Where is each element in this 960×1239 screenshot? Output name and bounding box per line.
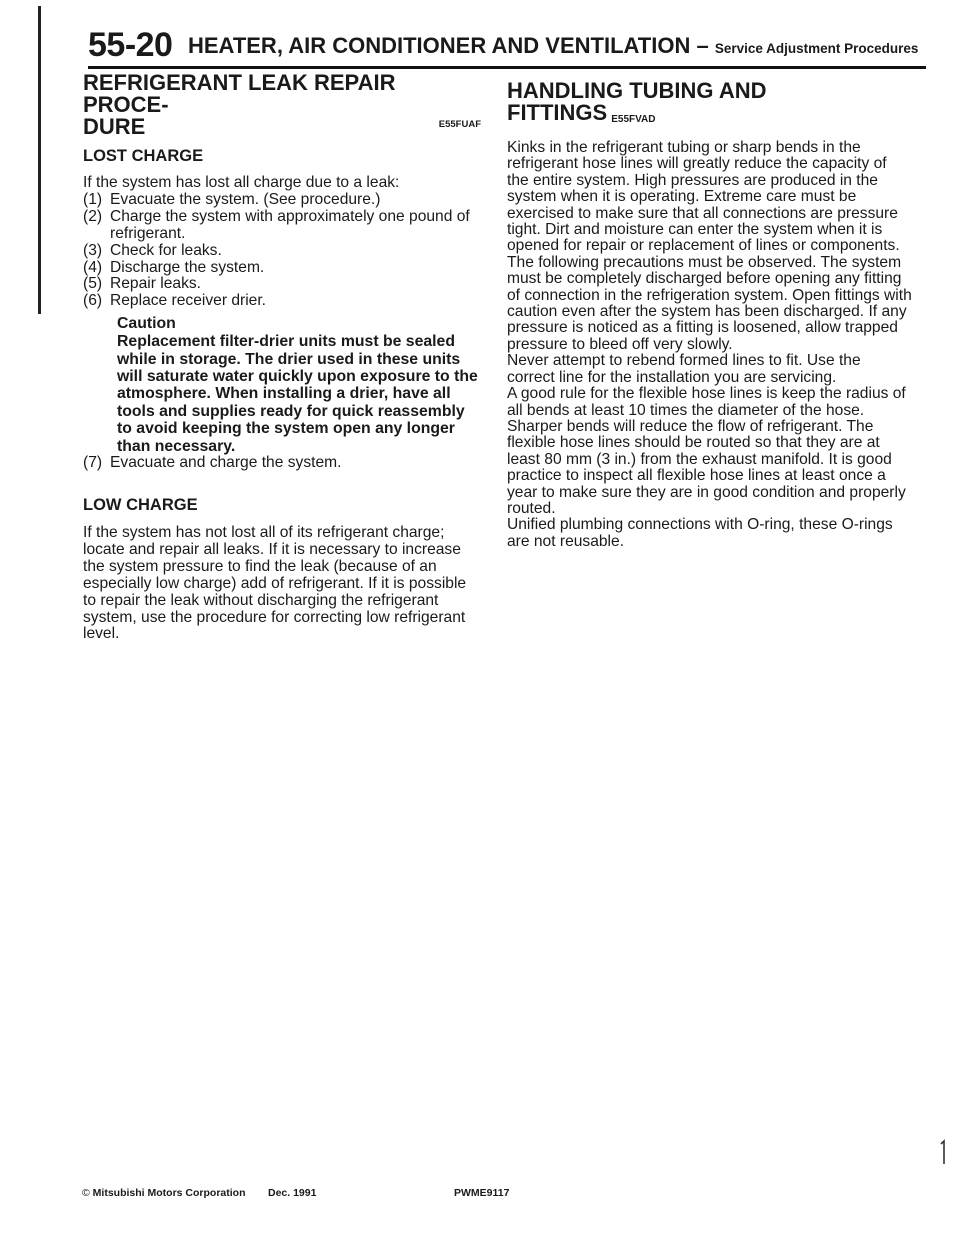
step-number: (6) (83, 292, 103, 310)
lost-charge-steps (83, 192, 481, 310)
list-item (83, 455, 481, 472)
step-text: Replace receiver drier. (110, 292, 267, 310)
binding-line (38, 6, 41, 314)
section-code: E55FUAF (438, 119, 481, 130)
section-title-leak-repair (83, 72, 481, 138)
paragraph: Sharper bends will reduce the flow of refrigerant. The flexible hose lines should be routed so that they are at least 80 mm (3 in.) from the exhaust manifold. It is good practice to inspect all flexible hose lines at least once a year to make sure they are in good condition and properly routed. (507, 417, 906, 517)
copyright-text: Mitsubishi Motors Corporation (92, 1187, 246, 1199)
header-title-text: HEATER, AIR CONDITIONER AND VENTILATION (188, 33, 691, 58)
footer-date: Dec. 1991 (268, 1187, 317, 1199)
margin-mark-glyph (938, 1138, 948, 1166)
step-text: Check for leaks. (110, 241, 222, 259)
low-charge-heading: LOW CHARGE (83, 496, 198, 514)
list-item (83, 243, 481, 260)
step-text: Evacuate the system. (See procedure.) (110, 190, 381, 208)
page-header (88, 22, 926, 66)
header-rule (88, 66, 926, 69)
footer-doc-code: PWME9117 (454, 1187, 510, 1199)
paragraph: A good rule for the flexible hose lines is keep the radius of all bends at least 10 times the diameter of the hose. (507, 385, 906, 419)
paragraph: Never attempt to rebend formed lines to fit. Use the correct line for the installation you are servicing. (507, 352, 861, 386)
step-number: (1) (83, 190, 103, 208)
list-item (83, 209, 481, 243)
header-dash: – (696, 33, 709, 58)
step-text: Repair leaks. (110, 275, 202, 293)
step-number: (3) (83, 241, 103, 259)
list-item (83, 260, 481, 277)
low-charge-text: If the system has not lost all of its refrigerant charge; locate and repair all leaks. If it is necessary to increase the system pressure to find the leak (because of an especially low charge) add of refrigerant. If it is possible to repair the leak without discharging the refrigerant system, use the procedure for correcting low refrigerant level. (83, 524, 467, 643)
lost-charge-final-step (83, 455, 481, 472)
handling-body (507, 140, 912, 550)
section-title-line1: REFRIGERANT LEAK REPAIR PROCE- (83, 70, 396, 117)
list-item (83, 293, 481, 310)
section-title-text: HANDLING TUBING AND FITTINGS (507, 78, 767, 125)
list-item (83, 276, 481, 293)
step-number: (4) (83, 258, 103, 276)
copyright-symbol: © (82, 1187, 90, 1199)
caution-label: Caution (117, 315, 176, 333)
caution-box (117, 314, 481, 455)
section-title-line2: DURE (83, 114, 146, 139)
section-title-handling (507, 72, 912, 131)
copyright (82, 1187, 246, 1199)
step-number: (2) (83, 207, 103, 225)
paragraph: Unified plumbing connections with O-ring, these O-rings are not reusable. (507, 516, 893, 550)
header-title (188, 33, 918, 59)
right-column (507, 72, 912, 550)
step-number: (5) (83, 275, 103, 293)
step-text: Evacuate and charge the system. (110, 454, 342, 472)
section-code: E55FVAD (611, 114, 656, 125)
step-number: (7) (83, 454, 103, 472)
left-column (83, 72, 481, 643)
step-text: Charge the system with approximately one pound of refrigerant. (110, 207, 470, 242)
paragraph: Kinks in the refrigerant tubing or sharp bends in the refrigerant hose lines will greatly reduce the capacity of the entire system. High pressures are produced in the system when it is operating. Extreme care must be exercised to make sure that all connections are pressure tight. Dirt and moisture can enter the system when it is opened for repair or replacement of lines or components. The following precautions must be observed. The system must be completely discharged before opening any fitting of connection in the refrigeration system. Open fittings with caution even after the system has been discharged. If any pressure is noticed as a fitting is loosened, allow trapped pressure to bleed off very slowly. (507, 139, 912, 353)
lost-charge-intro: If the system has lost all charge due to a leak: (83, 174, 400, 191)
list-item (83, 192, 481, 209)
step-text: Discharge the system. (110, 258, 265, 276)
page-number: 55-20 (88, 26, 173, 64)
lost-charge-heading: LOST CHARGE (83, 147, 204, 165)
caution-text: Replacement filter-drier units must be sealed while in storage. The drier used in these units will saturate water quickly upon exposure to the atmosphere. When installing a drier, have all tools and supplies ready for quick reassembly to avoid keeping the system open any longer than necessary. (117, 333, 478, 455)
margin-mark (938, 1138, 948, 1166)
header-subtitle: Service Adjustment Procedures (714, 41, 919, 56)
